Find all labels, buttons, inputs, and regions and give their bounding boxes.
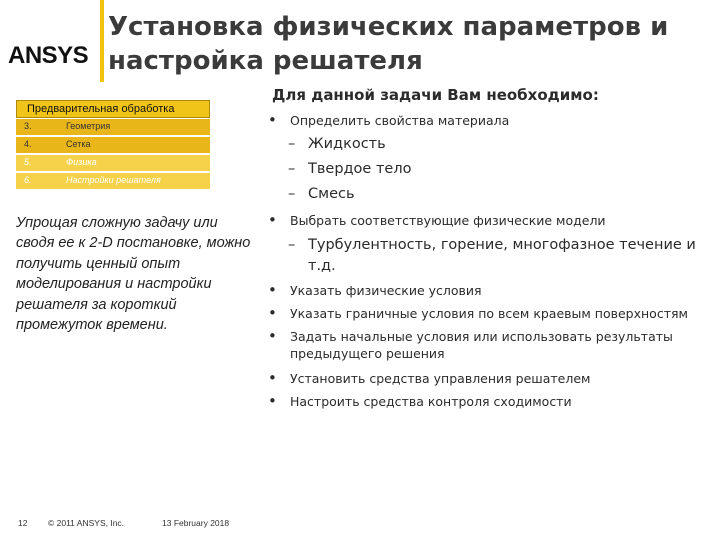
content-heading: Для данной задачи Вам необходимо: — [272, 86, 599, 104]
list-item-text: Задать начальные условия или использовать результаты предыдущего решения — [290, 329, 673, 361]
dash-icon: – — [288, 136, 296, 152]
bullet-icon: • — [268, 281, 277, 299]
panel-row-solver-settings[interactable] — [16, 172, 210, 189]
panel-header-label: Предварительная обработка — [27, 103, 175, 115]
panel-row-label: Геометрия — [66, 121, 111, 131]
panel-header — [16, 100, 210, 118]
list-item-text: Настроить средства контроля сходимости — [290, 394, 572, 409]
panel-row-physics[interactable] — [16, 154, 210, 171]
bullet-icon: • — [268, 369, 277, 387]
copyright: © 2011 ANSYS, Inc. — [48, 518, 125, 528]
dash-icon: – — [288, 186, 296, 202]
list-item-text: Смесь — [308, 186, 355, 202]
panel-row-number: 5. — [24, 157, 32, 167]
ansys-logo: ANSYS — [8, 42, 89, 69]
list-item-text: Определить свойства материала — [290, 113, 510, 128]
panel-row-mesh[interactable] — [16, 136, 210, 153]
dash-icon: – — [288, 237, 296, 253]
list-item-text: Указать граничные условия по всем краевым поверхностям — [290, 306, 688, 321]
side-note: Упрощая сложную задачу или сводя ее к 2-D постановке, можно получить ценный опыт моделирования и настройки решателя за короткий промежуток времени. — [16, 215, 251, 334]
dash-icon: – — [288, 161, 296, 177]
bullet-icon: • — [268, 392, 277, 410]
list-item-text: Твердое тело — [308, 161, 412, 177]
panel-row-number: 3. — [24, 121, 32, 131]
panel-row-label: Физика — [66, 157, 97, 167]
page-number: 12 — [18, 518, 28, 528]
panel-row-label: Сетка — [66, 139, 91, 149]
bullet-icon: • — [268, 211, 277, 229]
list-item-text: Жидкость — [308, 136, 386, 152]
panel-row-number: 6. — [24, 175, 32, 185]
list-item-text: Выбрать соответствующие физические модели — [290, 213, 606, 228]
panel-row-label: Настройки решателя — [66, 175, 161, 185]
preprocessing-panel — [16, 100, 210, 190]
title-line-2: настройка решателя — [108, 46, 423, 76]
panel-row-number: 4. — [24, 139, 32, 149]
accent-band — [100, 0, 104, 82]
bullet-icon: • — [268, 111, 277, 129]
list-item-text: Установить средства управления решателем — [290, 371, 591, 386]
bullet-icon: • — [268, 327, 277, 345]
list-item-text: Указать физические условия — [290, 283, 482, 298]
bullet-icon: • — [268, 304, 277, 322]
list-item-text: Турбулентность, горение, многофазное течение и т.д. — [308, 237, 696, 274]
panel-row-geometry[interactable] — [16, 118, 210, 135]
footer-date: 13 February 2018 — [162, 518, 230, 528]
title-line-1: Установка физических параметров и — [108, 12, 669, 42]
slide-title — [108, 10, 708, 78]
